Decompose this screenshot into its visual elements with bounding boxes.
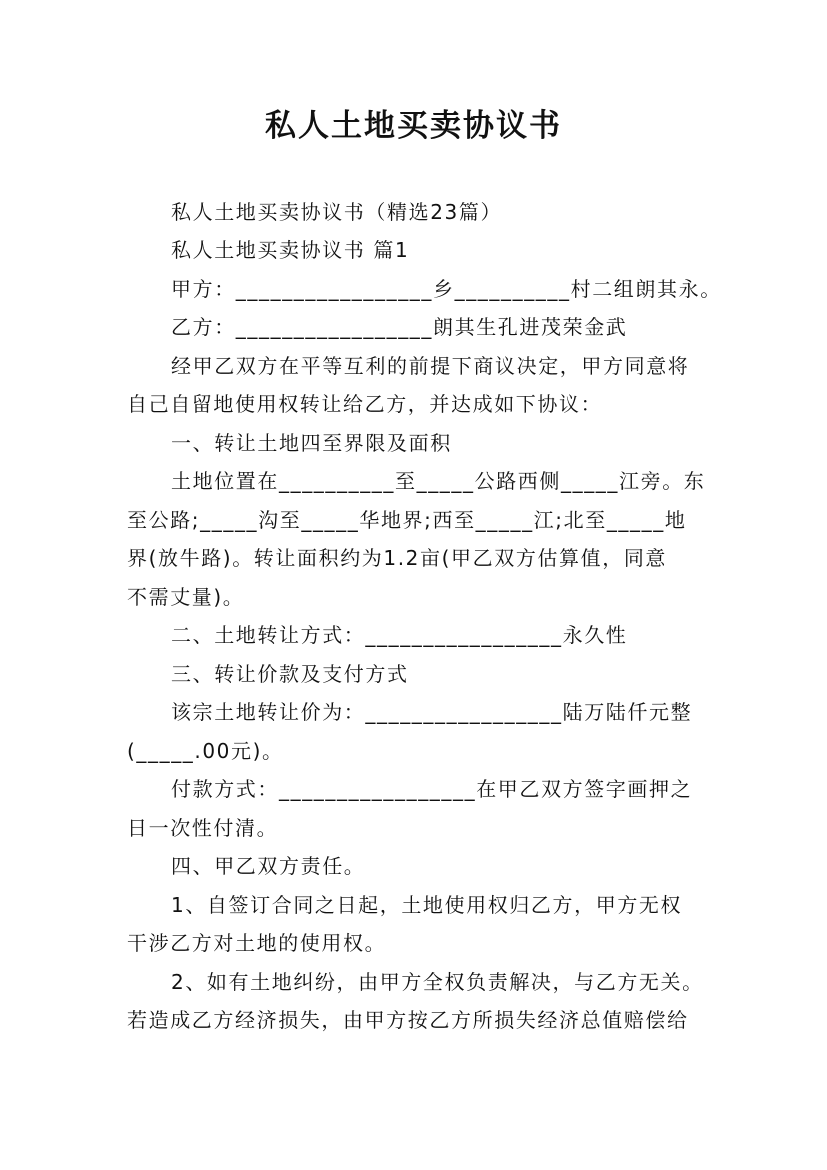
paragraph-line: 日一次性付清。 xyxy=(127,816,279,840)
party-a-line: 甲方：_________________乡__________村二组朗其永。 xyxy=(171,277,722,301)
clause-heading-line: 二、土地转让方式：_________________永久性 xyxy=(171,623,628,647)
paragraph-line: 若造成乙方经济损失，由甲方按乙方所损失经济总值赔偿给 xyxy=(127,1008,689,1032)
paragraph-line: 土地位置在__________至_____公路西侧_____江旁。东 xyxy=(171,469,706,493)
paragraph-line: 1、自签订合同之日起，土地使用权归乙方，甲方无权 xyxy=(171,893,683,917)
paragraph-line: 付款方式：_________________在甲乙双方签字画押之 xyxy=(171,777,693,801)
paragraph-line: 界(放牛路)。转让面积约为1.2亩(甲乙双方估算值，同意 xyxy=(127,546,668,570)
paragraph-line: 不需丈量)。 xyxy=(127,585,245,609)
paragraph-line: (_____.00元)。 xyxy=(127,739,284,763)
paragraph-line: 自己自留地使用权转让给乙方，并达成如下协议： xyxy=(127,392,603,416)
document-title: 私人土地买卖协议书 xyxy=(265,108,562,144)
clause-heading-line: 一、转让土地四至界限及面积 xyxy=(171,431,452,455)
paragraph-line: 干涉乙方对土地的使用权。 xyxy=(127,931,387,955)
clause-heading-line: 四、甲乙双方责任。 xyxy=(171,854,366,878)
paragraph-line: 至公路;_____沟至_____华地界;西至_____江;北至_____地 xyxy=(127,508,687,532)
paragraph-line: 经甲乙双方在平等互利的前提下商议决定，甲方同意将 xyxy=(171,354,690,378)
clause-heading-line: 三、转让价款及支付方式 xyxy=(171,662,409,686)
paragraph-line: 2、如有土地纠纷，由甲方全权负责解决，与乙方无关。 xyxy=(171,970,704,994)
subtitle-line: 私人土地买卖协议书（精选23篇） xyxy=(171,200,503,224)
paragraph-line: 该宗土地转让价为：_________________陆万陆仟元整 xyxy=(171,700,693,724)
section-heading-line: 私人土地买卖协议书 篇1 xyxy=(171,238,410,262)
party-b-line: 乙方：_________________朗其生孔进茂荣金武 xyxy=(171,315,628,339)
